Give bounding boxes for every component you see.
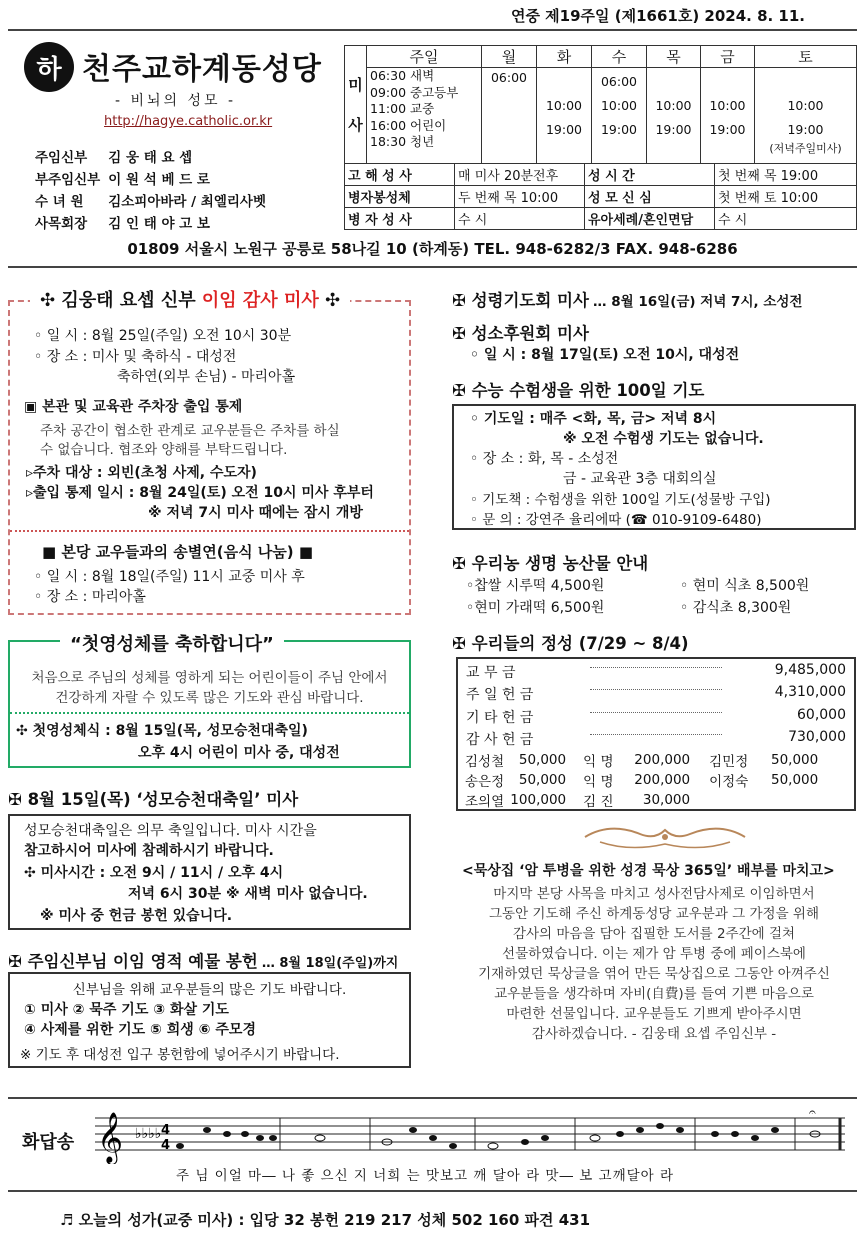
svg-text:4: 4 [161, 1138, 171, 1153]
assumption-line: 참고하시어 미사에 참례하시기 바랍니다. [24, 843, 274, 859]
mass-time: 19:00 [709, 122, 746, 137]
staff-role: 사목회장 [35, 216, 88, 232]
farm-heading: ✠ 우리농 생명 농산물 안내 [452, 554, 649, 573]
day-header: 금 [701, 46, 755, 68]
spiritual-heading-row [8, 948, 398, 972]
spiritual-items: ① 미사 ② 묵주 기도 ③ 화살 기도 [24, 1002, 229, 1018]
exam-line: 금 - 교육관 3층 대회의실 [563, 471, 717, 487]
staff-role: 부주임신부 [35, 172, 101, 188]
donor-amount [751, 790, 821, 810]
support-note: ◦ 일 시 : 8월 17일(토) 오전 10시, 대성전 [470, 347, 740, 363]
church-name: 천주교하계동성당 [82, 52, 322, 87]
leader-dots [590, 712, 722, 713]
sunday-masses [367, 68, 482, 164]
leader-dots [590, 734, 722, 735]
mass-note: (저녁주일미사) [769, 142, 842, 155]
patron-subtitle: - 비뇌의 성모 - [115, 93, 237, 109]
church-logo: 하 [24, 42, 74, 92]
spiritual-heading: ✠ 주임신부님 이임 영적 예물 봉헌 [8, 952, 258, 971]
book-line: 기재하였던 묵상글을 엮어 만든 묵상집으로 그동안 아껴주신 [478, 966, 830, 982]
donor-name: 익 명 [583, 754, 614, 770]
service-label: 고 해 성 사 [345, 164, 455, 186]
staff-name: 김 웅 태 요 셉 [108, 150, 193, 166]
communion-body: 처음으로 주님의 성체를 영하게 되는 어린이들이 주님 안에서 [31, 670, 388, 686]
offering-value: 730,000 [788, 729, 846, 745]
service-value: 수 시 [455, 208, 585, 230]
staff-name: 김 인 태 야 고 보 [108, 216, 210, 232]
communion-date-2: 오후 4시 어린이 미사 중, 대성전 [138, 745, 340, 761]
mass-row-label [345, 46, 367, 164]
communion-body: 건강하게 자랄 수 있도록 많은 기도와 관심 바랍니다. [55, 690, 364, 706]
farm-item: ◦ 감식초 8,300원 [680, 600, 792, 616]
service-label: 성 모 신 심 [585, 186, 715, 208]
service-value: 두 번째 목 10:00 [455, 186, 585, 208]
mass-time: 18:30 청년 [370, 134, 435, 149]
thursday-masses [647, 68, 701, 164]
mass-time: 10:00 [787, 98, 824, 113]
day-header: 월 [482, 46, 537, 68]
spiritual-deadline: … 8월 18일(주일)까지 [261, 956, 399, 971]
svg-text:𝄞: 𝄞 [97, 1112, 124, 1163]
mass-label-char: 사 [348, 115, 363, 134]
parking-heading: ▣ 본관 및 교육관 주차장 출입 통제 [24, 399, 243, 415]
exam-line: ◦ 기도일 : 매주 <화, 목, 금> 저녁 8시 [470, 411, 717, 427]
offering-label: 교 무 금 [466, 665, 516, 681]
donor-name: 이정숙 [709, 774, 749, 790]
book-line: 선물하였습니다. 이는 제가 암 투병 중에 페이스북에 [502, 946, 806, 962]
mass-time: 19:00 [545, 122, 583, 137]
mass-time: 19:00 [655, 122, 692, 137]
communion-date: ✣ 첫영성체식 : 8월 15일(목, 성모승천대축일) [16, 723, 308, 739]
donor-amount: 30,000 [642, 792, 691, 808]
assumption-times: ✣ 미사시간 : 오전 9시 / 11시 / 오후 4시 [24, 865, 284, 881]
assumption-heading: ✠ 8월 15일(목) ‘성모승천대축일’ 미사 [8, 790, 299, 809]
spiritual-note: ※ 기도 후 대성전 입구 봉헌함에 넣어주시기 바랍니다. [20, 1047, 340, 1063]
donor-table [462, 750, 821, 810]
donor-name: 김성철 [465, 754, 505, 770]
divider [10, 530, 409, 532]
service-label: 병 자 성 사 [345, 208, 455, 230]
donor-name: 김민정 [709, 754, 749, 770]
mass-time: 19:00 [600, 122, 638, 137]
party-when: ◦ 일 시 : 8월 18일(주일) 11시 교중 미사 후 [34, 569, 305, 585]
tuesday-masses [537, 68, 592, 164]
farewell-when: ◦ 일 시 : 8월 25일(주일) 오전 10시 30분 [34, 328, 292, 344]
svg-text:♭♭♭♭: ♭♭♭♭ [135, 1126, 162, 1142]
offering-label: 기 타 헌 금 [466, 710, 534, 726]
address-line: 01809 서울시 노원구 공릉로 58나길 10 (하계동) TEL. 948-6282/3 FAX. 948-6286 [127, 240, 738, 258]
services-table [344, 163, 857, 230]
farewell-title-name: 김웅태 요셉 신부 [61, 290, 202, 311]
day-header: 주일 [367, 46, 482, 68]
leader-dots [590, 689, 722, 690]
service-value: 첫 번째 목 19:00 [715, 164, 857, 186]
website-link[interactable]: http://hagye.catholic.or.kr [104, 114, 273, 129]
donor-amount: 100,000 [510, 792, 567, 808]
offering-heading: ✠ 우리들의 정성 (7/29 ~ 8/4) [452, 634, 689, 653]
spirit-row [452, 287, 802, 311]
book-heading: <묵상집 ‘암 투병을 위한 성경 묵상 365일’ 배부를 마치고> [462, 863, 835, 879]
divider [8, 29, 857, 31]
farewell-title-marker: ✣ [318, 290, 341, 311]
service-label: 성 시 간 [585, 164, 715, 186]
psalm-label: 화답송 [22, 1132, 75, 1153]
donor-amount: 200,000 [634, 752, 691, 768]
mass-time: 19:00 [787, 122, 824, 137]
book-line: 마련한 선물입니다. 교우분들도 기쁘게 받아주시면 [506, 1006, 802, 1022]
music-staff [95, 1108, 850, 1164]
donor-amount: 50,000 [771, 752, 819, 768]
staff-name: 이 원 석 베 드 로 [108, 172, 210, 188]
support-heading: ✠ 성소후원회 미사 [452, 324, 589, 343]
mass-time: 11:00 교중 [370, 101, 435, 116]
donor-amount: 50,000 [518, 772, 567, 788]
party-heading: ■ 본당 교우들과의 송별연(음식 나눔) ■ [42, 543, 314, 561]
donor-name [693, 790, 751, 810]
communion-title: “첫영성체를 축하합니다” [60, 630, 284, 656]
psalm-lyrics: 주 님 이얼 마― 나 좋 으신 지 너희 는 맛보고 깨 달아 라 맛― 보 고깨달아 라 [176, 1168, 675, 1184]
mass-time: 10:00 [600, 98, 638, 113]
offering-label: 주 일 헌 금 [466, 687, 534, 703]
parking-control-note: ※ 저녁 7시 미사 때에는 잠시 개방 [148, 505, 363, 521]
divider [8, 1097, 857, 1099]
mass-time: 10:00 [709, 98, 746, 113]
exam-heading: ✠ 수능 수험생을 위한 100일 기도 [452, 381, 705, 400]
staff-role: 수 녀 원 [35, 194, 84, 210]
assumption-note: ※ 미사 중 헌금 봉헌 있습니다. [40, 908, 233, 924]
spiritual-line: 신부님을 위해 교우분들의 많은 기도 바랍니다. [72, 982, 347, 998]
service-value: 수 시 [715, 208, 857, 230]
book-line: 감사의 마음을 담아 집필한 도서를 2주간에 걸쳐 [512, 926, 796, 942]
saturday-masses [755, 68, 857, 164]
staff-role: 주임신부 [35, 150, 88, 166]
donor-name: 송은정 [465, 774, 505, 790]
farewell-title-marker: ✣ [40, 290, 62, 311]
leader-dots [590, 667, 722, 668]
donor-name: 조의열 [465, 794, 505, 810]
mass-schedule-table [344, 45, 857, 164]
farm-item: ◦찹쌀 시루떡 4,500원 [466, 578, 605, 594]
spirit-note: … 8월 16일(금) 저녁 7시, 소성전 [593, 294, 803, 310]
ornament-icon [580, 822, 750, 852]
day-header: 목 [647, 46, 701, 68]
donor-amount: 50,000 [771, 772, 819, 788]
service-value: 매 미사 20분전후 [455, 164, 585, 186]
mass-time: 06:00 [490, 70, 528, 85]
assumption-line: 성모승천대축일은 의무 축일입니다. 미사 시간을 [24, 823, 317, 839]
day-header: 토 [755, 46, 857, 68]
staff-list [30, 146, 271, 236]
service-label: 병자봉성체 [345, 186, 455, 208]
spiritual-items: ④ 사제를 위한 기도 ⑤ 희생 ⑥ 주모경 [24, 1022, 256, 1038]
divider [8, 1190, 857, 1192]
staff-name: 김소피아바라 / 최엘리사벳 [108, 194, 266, 210]
service-label: 유아세례/혼인면담 [585, 208, 715, 230]
offering-label: 감 사 헌 금 [466, 732, 534, 748]
book-line: 마지막 본당 사목을 마치고 성사전담사제로 이임하면서 [493, 886, 815, 902]
farewell-where: ◦ 장 소 : 미사 및 축하식 - 대성전 [34, 349, 237, 365]
divider [10, 712, 409, 714]
farewell-title-event: 이임 감사 미사 [201, 290, 319, 311]
donor-name: 김 진 [583, 794, 614, 810]
donor-name: 익 명 [583, 774, 614, 790]
mass-time: 16:00 어린이 [370, 117, 447, 133]
farm-item: ◦현미 가래떡 6,500원 [466, 600, 605, 616]
mass-time: 06:30 새벽 [370, 68, 435, 83]
exam-line: ◦ 장 소 : 화, 목 - 소성전 [470, 451, 619, 467]
monday-masses [482, 68, 537, 164]
mass-time: 09:00 중고등부 [370, 84, 459, 100]
day-header: 화 [537, 46, 592, 68]
parking-control: ▹출입 통제 일시 : 8월 24일(토) 오전 10시 미사 후부터 [26, 485, 374, 501]
book-body [452, 884, 856, 1044]
book-line: 그동안 기도해 주신 하계동성당 교우분과 그 가정을 위해 [489, 906, 819, 922]
donor-amount: 200,000 [634, 772, 691, 788]
divider [8, 266, 857, 268]
spirit-heading: ✠ 성령기도회 미사 [452, 291, 589, 310]
exam-line: ◦ 문 의 : 강연주 율리에따 (☎ 010-9109-6480) [470, 512, 762, 528]
book-line: 감사하겠습니다. - 김웅태 요셉 주임신부 - [531, 1026, 777, 1042]
party-where: ◦ 장 소 : 마리아홀 [34, 589, 146, 605]
book-line: 교우분들을 생각하며 자비(自費)를 들여 기쁜 마음으로 [494, 986, 814, 1002]
parking-body: 수 없습니다. 협조와 양해를 부탁드립니다. [40, 442, 288, 458]
parking-target: ▹주차 대상 : 외빈(초청 사제, 수도자) [26, 465, 257, 481]
mass-label-char: 미 [348, 75, 363, 94]
mass-time: 10:00 [545, 98, 583, 113]
issue-line: 연중 제19주일 (제1661호) 2024. 8. 11. [510, 7, 805, 25]
farewell-title [30, 286, 350, 312]
assumption-times-2: 저녁 6시 30분 ※ 새벽 미사 없습니다. [128, 886, 368, 902]
offering-value: 4,310,000 [774, 684, 846, 700]
service-value: 첫 번째 토 10:00 [715, 186, 857, 208]
farm-item: ◦ 현미 식초 8,500원 [680, 578, 810, 594]
offering-value: 60,000 [797, 707, 846, 723]
friday-masses [701, 68, 755, 164]
day-header: 수 [592, 46, 647, 68]
exam-line: ◦ 기도책 : 수험생을 위한 100일 기도(성물방 구입) [470, 492, 771, 508]
svg-text:𝄐: 𝄐 [809, 1108, 816, 1119]
mass-time: 10:00 [655, 98, 692, 113]
offering-value: 9,485,000 [774, 662, 846, 678]
svg-text:4: 4 [161, 1123, 171, 1138]
farewell-where-2: 축하연(외부 손님) - 마리아홀 [117, 369, 296, 385]
exam-line: ※ 오전 수험생 기도는 없습니다. [563, 431, 764, 447]
hymn-list: ♬ 오늘의 성가(교중 미사) : 입당 32 봉헌 219 217 성체 502 160 파견 431 [60, 1211, 591, 1229]
donor-amount: 50,000 [518, 752, 567, 768]
wednesday-masses [592, 68, 647, 164]
parking-body: 주차 공간이 협소한 관계로 교우분들은 주차를 하실 [40, 423, 340, 439]
mass-time: 06:00 [600, 74, 638, 89]
